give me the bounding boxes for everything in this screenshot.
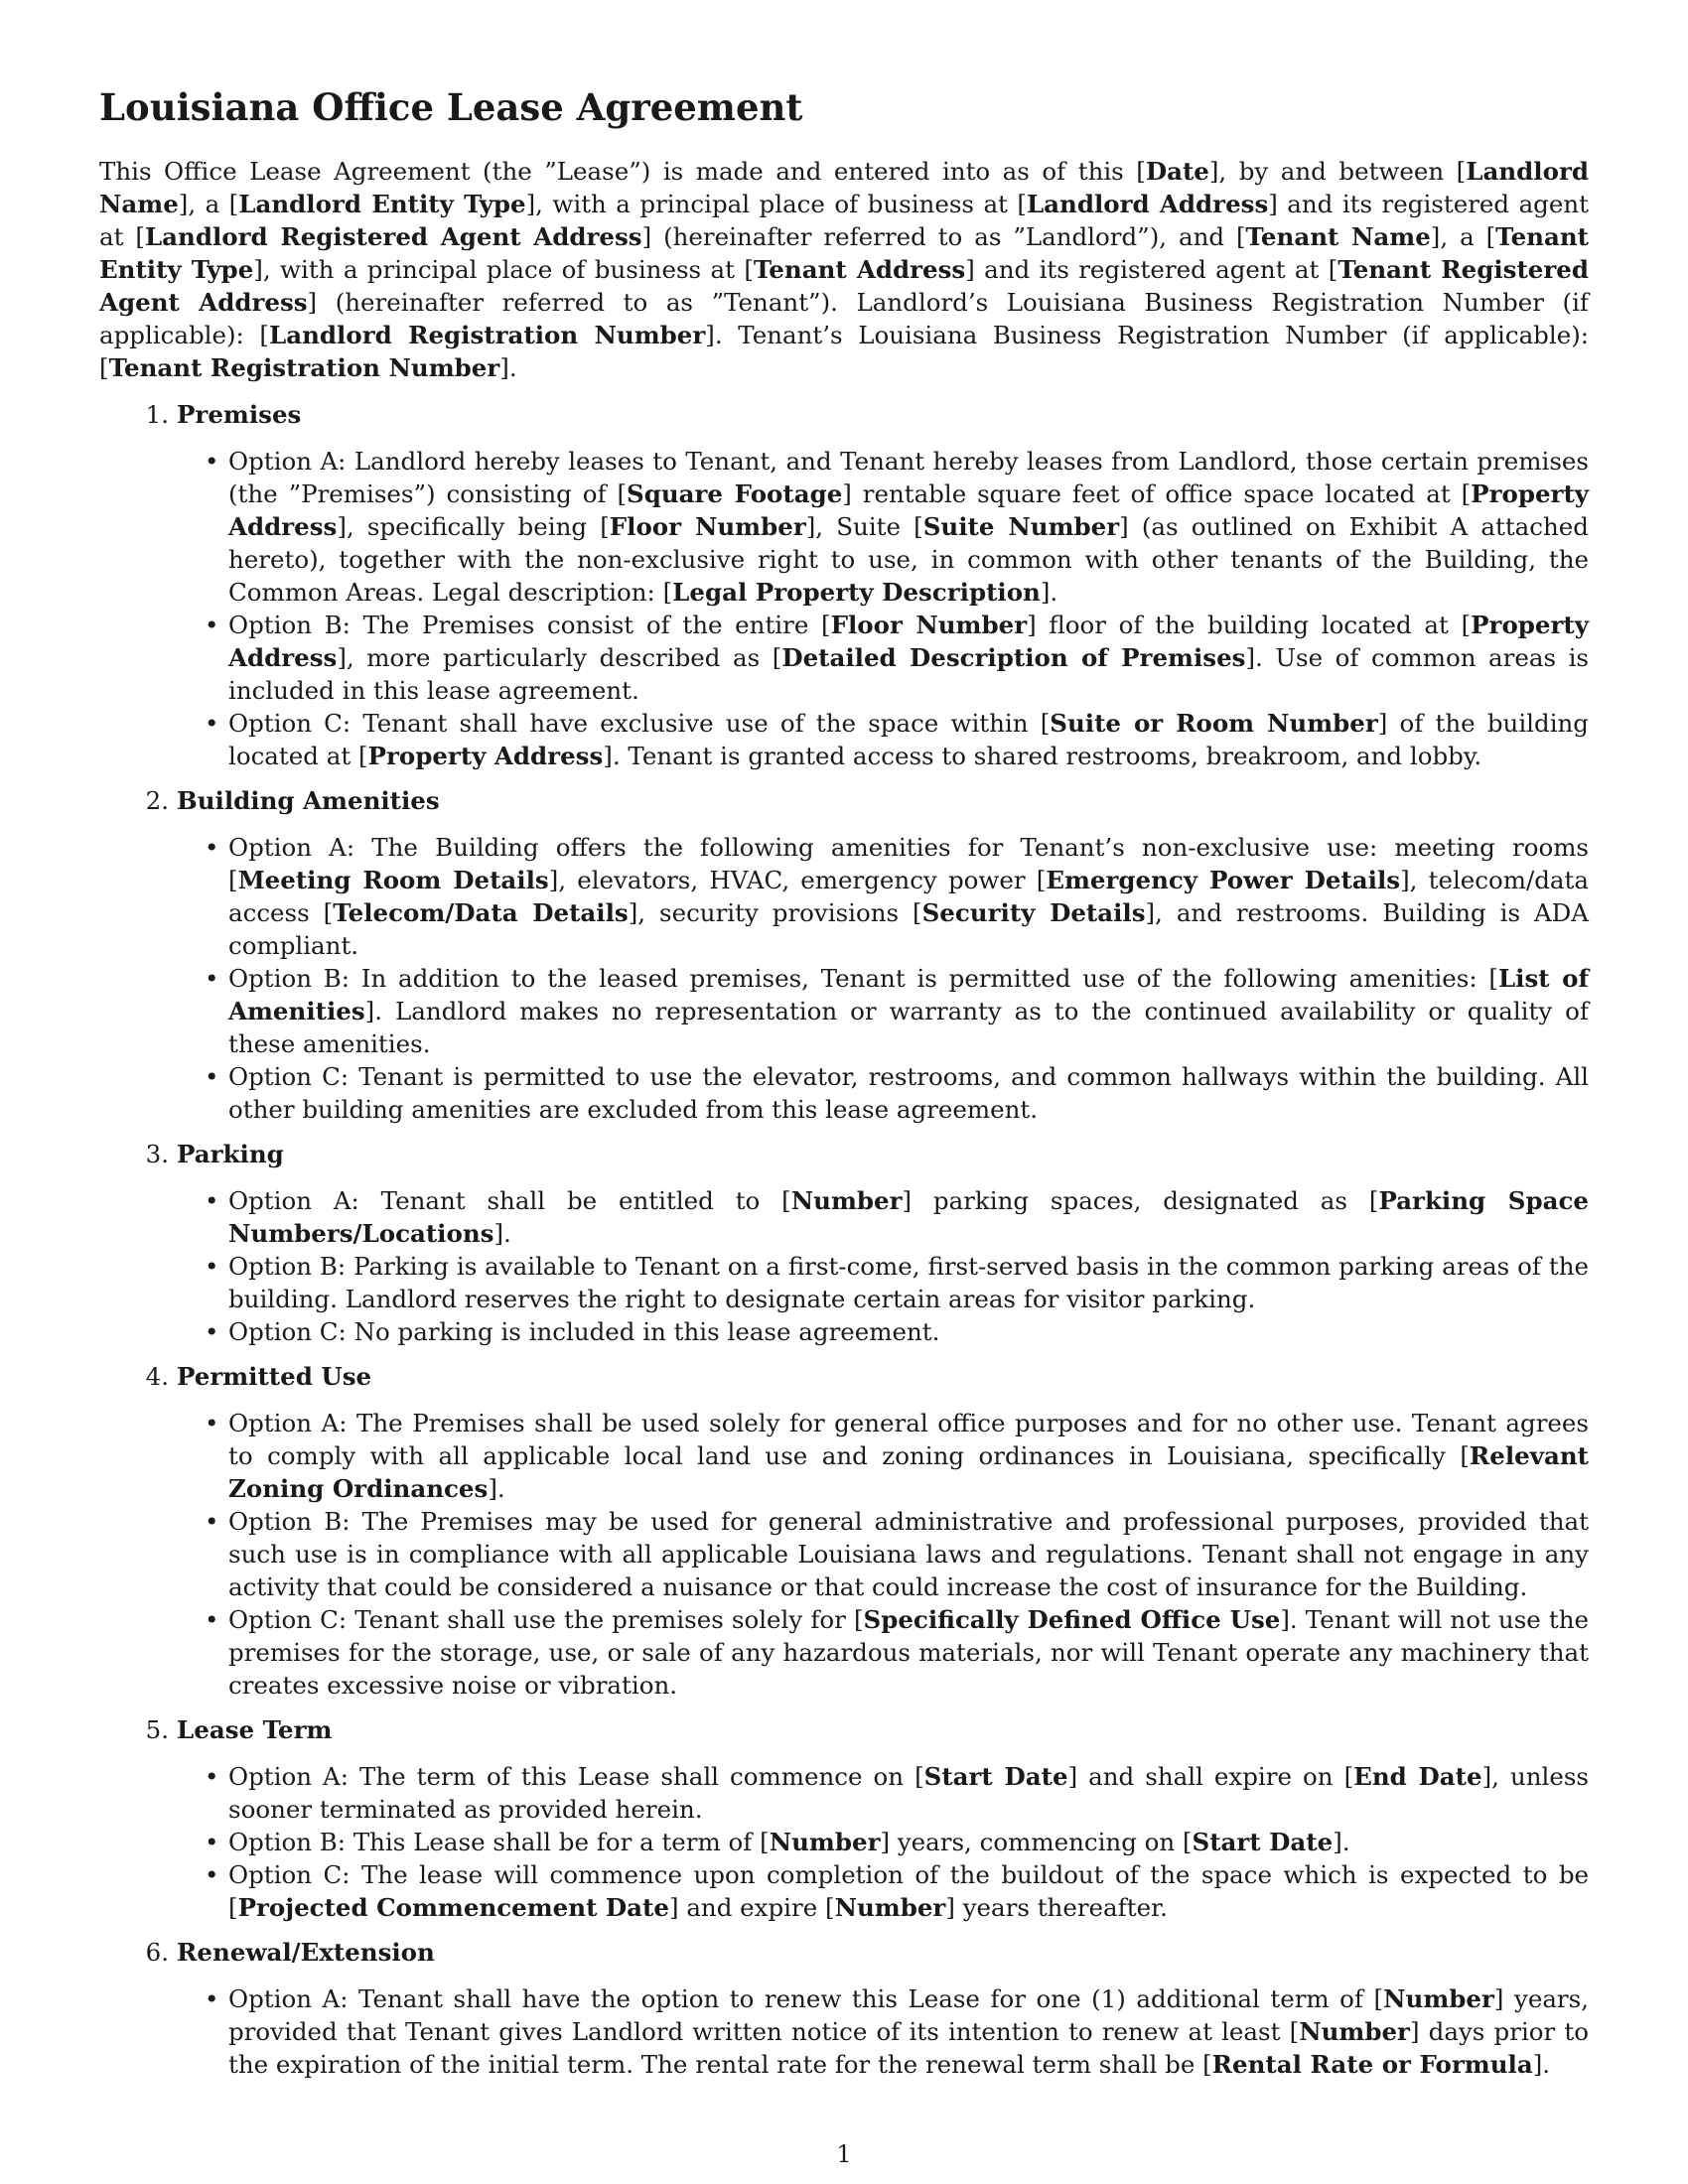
- placeholder-field: Telecom/Data Details: [333, 898, 629, 928]
- text-run: ], a [: [1430, 222, 1496, 252]
- section-heading: [99, 1360, 1589, 1393]
- placeholder-field: Number: [769, 1828, 881, 1857]
- placeholder-field: Number: [790, 1186, 903, 1216]
- text-run: Option B: This Lease shall be for a term of [: [228, 1828, 770, 1857]
- text-run: Option A: The Building offers the following amenities for Tenant’s non-exclusive use: meeting rooms [: [228, 833, 1589, 895]
- text-run: ], with a principal place of business at [: [253, 255, 754, 285]
- text-run: ] years, commencing on [: [880, 1828, 1193, 1857]
- text-run: Option B: Parking is available to Tenant on a first-come, first-served basis in the common parking areas of the building. Landlord reserves the right to designate certain areas for visitor parking.: [228, 1252, 1589, 1314]
- text-run: ].: [1333, 1828, 1350, 1857]
- text-run: ], by and between [: [1208, 157, 1467, 187]
- section-number: 4.: [145, 1362, 169, 1392]
- page-number: 1: [836, 2140, 852, 2168]
- text-run: ].: [488, 1474, 505, 1504]
- placeholder-field: Tenant Registration Number: [108, 353, 500, 383]
- option-list: [99, 445, 1589, 772]
- text-run: Option C: The lease will commence upon completion of the buildout of the space which is expected to be [: [228, 1860, 1589, 1923]
- text-run: ], security provisions [: [628, 898, 922, 928]
- placeholder-field: Parking Space Numbers/Locations: [228, 1186, 1589, 1249]
- section-number: 3.: [145, 1140, 169, 1169]
- option-item: [228, 1060, 1589, 1126]
- section-number: 2.: [145, 786, 169, 816]
- text-run: ] and shall expire on [: [1067, 1762, 1354, 1792]
- text-run: ] and its registered agent at [: [99, 190, 1589, 252]
- section-number: 5.: [145, 1715, 169, 1745]
- text-run: ], a [: [178, 190, 239, 219]
- text-run: ], unless sooner terminated as provided herein.: [228, 1762, 1589, 1825]
- text-run: ] of the building located at [: [228, 709, 1589, 771]
- placeholder-field: Number: [834, 1893, 946, 1923]
- text-run: Option C: Tenant is permitted to use the elevator, restrooms, and common hallways within the building. All other building amenities are excluded from this lease agreement.: [228, 1062, 1589, 1125]
- text-run: Option A: Tenant shall be entitled to [: [228, 1186, 791, 1216]
- option-item: [228, 1250, 1589, 1315]
- option-item: [228, 1505, 1589, 1603]
- section-title: Renewal/Extension: [177, 1938, 435, 1968]
- section-item: [99, 398, 1589, 772]
- placeholder-field: Start Date: [923, 1762, 1068, 1792]
- option-item: [228, 1982, 1589, 2081]
- option-item: [228, 1407, 1589, 1505]
- text-run: ], specifically being [: [337, 512, 610, 542]
- section-heading: [99, 1138, 1589, 1170]
- placeholder-field: Date: [1145, 157, 1209, 187]
- option-item: [228, 707, 1589, 772]
- placeholder-field: Rental Rate or Formula: [1211, 2050, 1533, 2080]
- text-run: ]. Use of common areas is included in this lease agreement.: [228, 643, 1589, 706]
- placeholder-field: Number: [1299, 2017, 1410, 2047]
- section-item: [99, 1936, 1589, 2081]
- section-number: 1.: [145, 400, 169, 430]
- text-run: Option B: The Premises may be used for general administrative and professional purposes, provided that such use is in compliance with all applicable Louisiana laws and regulations. Tenant shall not engage in any activity that could be considered a nuisance or that could increase the cost of insurance for the Building.: [228, 1507, 1589, 1602]
- placeholder-field: Tenant Name: [1245, 222, 1431, 252]
- placeholder-field: Landlord Address: [1026, 190, 1269, 219]
- option-list: [99, 1184, 1589, 1348]
- placeholder-field: Property Address: [367, 742, 604, 771]
- section-title: Permitted Use: [177, 1362, 372, 1392]
- placeholder-field: Property Address: [228, 611, 1589, 673]
- placeholder-field: Detailed Description of Premises: [781, 643, 1246, 673]
- section-heading: [99, 784, 1589, 817]
- text-run: This Office Lease Agreement (the ”Lease”) is made and entered into as of this [: [99, 157, 1146, 187]
- placeholder-field: Tenant Entity Type: [99, 222, 1589, 285]
- placeholder-field: Landlord Registered Agent Address: [144, 222, 642, 252]
- text-run: ] (as outlined on Exhibit A attached hereto), together with the non-exclusive right to use, in common with other tenants of the Building, the Common Areas. Legal description: [: [228, 512, 1589, 608]
- text-run: ]. Tenant’s Louisiana Business Registration Number (if applicable): [: [99, 321, 1590, 383]
- section-title: Premises: [177, 400, 302, 430]
- text-run: ], and restrooms. Building is ADA compliant.: [228, 898, 1589, 961]
- placeholder-field: Start Date: [1192, 1828, 1334, 1857]
- section-heading: [99, 1936, 1589, 1969]
- text-run: ], more particularly described as [: [337, 643, 782, 673]
- text-run: ], elevators, HVAC, emergency power [: [548, 866, 1047, 895]
- text-run: ]. Tenant will not use the premises for the storage, use, or sale of any hazardous materials, nor will Tenant operate any machinery that creates excessive noise or vibration.: [228, 1605, 1589, 1701]
- text-run: Option C: No parking is included in this lease agreement.: [228, 1317, 940, 1347]
- option-item: [228, 962, 1589, 1060]
- text-run: Option C: Tenant shall have exclusive use of the space within [: [228, 709, 1051, 739]
- option-item: [228, 1826, 1589, 1858]
- placeholder-field: Emergency Power Details: [1046, 866, 1401, 895]
- text-run: ] rentable square feet of office space located at [: [842, 479, 1472, 509]
- placeholder-field: Specifically Defined Office Use: [863, 1605, 1281, 1635]
- option-item: [228, 831, 1589, 962]
- option-list: [99, 1760, 1589, 1924]
- text-run: Option A: Tenant shall have the option to renew this Lease for one (1) additional term of [: [228, 1984, 1384, 2014]
- text-run: ] floor of the building located at [: [1027, 611, 1472, 640]
- document-page: [99, 85, 1589, 2093]
- placeholder-field: Number: [1383, 1984, 1494, 2014]
- text-run: ].: [493, 1219, 511, 1249]
- document-title: Louisiana Office Lease Agreement: [99, 85, 803, 129]
- intro-paragraph: [99, 155, 1589, 384]
- placeholder-field: Security Details: [921, 898, 1146, 928]
- text-run: ], with a principal place of business at [: [525, 190, 1027, 219]
- text-run: Option B: The Premises consist of the entire [: [228, 611, 831, 640]
- text-run: Option A: Landlord hereby leases to Tenant, and Tenant hereby leases from Landlord, those certain premises (the ”Premises”) consisting of [: [228, 447, 1589, 509]
- section-title: Building Amenities: [177, 786, 440, 816]
- text-run: Option A: The term of this Lease shall commence on [: [228, 1762, 924, 1792]
- option-list: [99, 1982, 1589, 2081]
- section-item: [99, 1360, 1589, 1702]
- text-run: ] and expire [: [668, 1893, 835, 1923]
- text-run: ] parking spaces, designated as [: [902, 1186, 1379, 1216]
- placeholder-field: Suite or Room Number: [1050, 709, 1378, 739]
- placeholder-field: Projected Commencement Date: [237, 1893, 669, 1923]
- text-run: ] days prior to the expiration of the initial term. The rental rate for the renewal term shall be [: [228, 2017, 1590, 2080]
- text-run: ].: [1040, 578, 1058, 608]
- placeholder-field: Landlord Name: [99, 157, 1589, 219]
- section-item: [99, 1713, 1589, 1924]
- text-run: Option A: The Premises shall be used solely for general office purposes and for no other use. Tenant agrees to comply with all applicable local land use and zoning ordinances in Louisiana, specifically [: [228, 1409, 1589, 1471]
- option-item: [228, 1603, 1589, 1702]
- text-run: ].: [499, 353, 517, 383]
- option-list: [99, 831, 1589, 1126]
- text-run: ] years, provided that Tenant gives Landlord written notice of its intention to renew at least [: [228, 1984, 1589, 2047]
- placeholder-field: Suite Number: [922, 512, 1120, 542]
- placeholder-field: End Date: [1353, 1762, 1482, 1792]
- text-run: ].: [1532, 2050, 1551, 2080]
- text-run: ]. Tenant is granted access to shared restrooms, breakroom, and lobby.: [603, 742, 1482, 771]
- text-run: ], telecom/data access [: [228, 866, 1589, 928]
- text-run: Option C: Tenant shall use the premises solely for [: [228, 1605, 864, 1635]
- section-list: [99, 398, 1589, 2081]
- placeholder-field: Landlord Entity Type: [238, 190, 526, 219]
- text-run: ] (hereinafter referred to as ”Tenant”). Landlord’s Louisiana Business Registration Number (if applicable): [: [99, 288, 1589, 350]
- placeholder-field: Tenant Address: [753, 255, 966, 285]
- section-title: Parking: [177, 1140, 284, 1169]
- text-run: ]. Landlord makes no representation or warranty as to the continued availability or quality of these amenities.: [228, 997, 1589, 1059]
- placeholder-field: Landlord Registration Number: [269, 321, 706, 350]
- section-title: Lease Term: [177, 1715, 333, 1745]
- placeholder-field: Relevant Zoning Ordinances: [228, 1441, 1589, 1504]
- option-list: [99, 1407, 1589, 1702]
- section-item: [99, 784, 1589, 1126]
- section-number: 6.: [145, 1938, 169, 1968]
- placeholder-field: Tenant Registered Agent Address: [99, 255, 1589, 318]
- text-run: ] years thereafter.: [945, 1893, 1168, 1923]
- placeholder-field: Legal Property Description: [672, 578, 1041, 608]
- text-run: ] and its registered agent at [: [965, 255, 1338, 285]
- section-item: [99, 1138, 1589, 1348]
- text-run: ] (hereinafter referred to as ”Landlord”), and [: [641, 222, 1246, 252]
- placeholder-field: Meeting Room Details: [237, 866, 549, 895]
- placeholder-field: Floor Number: [609, 512, 806, 542]
- text-run: Option B: In addition to the leased premises, Tenant is permitted use of the following amenities: [: [228, 964, 1498, 994]
- section-heading: [99, 1713, 1589, 1746]
- option-item: [228, 1315, 1589, 1348]
- placeholder-field: Square Footage: [627, 479, 843, 509]
- option-item: [228, 1184, 1589, 1250]
- option-item: [228, 1858, 1589, 1924]
- placeholder-field: Floor Number: [830, 611, 1028, 640]
- text-run: ], Suite [: [805, 512, 923, 542]
- option-item: [228, 1760, 1589, 1826]
- placeholder-field: Property Address: [228, 479, 1589, 542]
- option-item: [228, 445, 1589, 609]
- option-item: [228, 609, 1589, 707]
- section-heading: [99, 398, 1589, 431]
- placeholder-field: List of Amenities: [228, 964, 1589, 1026]
